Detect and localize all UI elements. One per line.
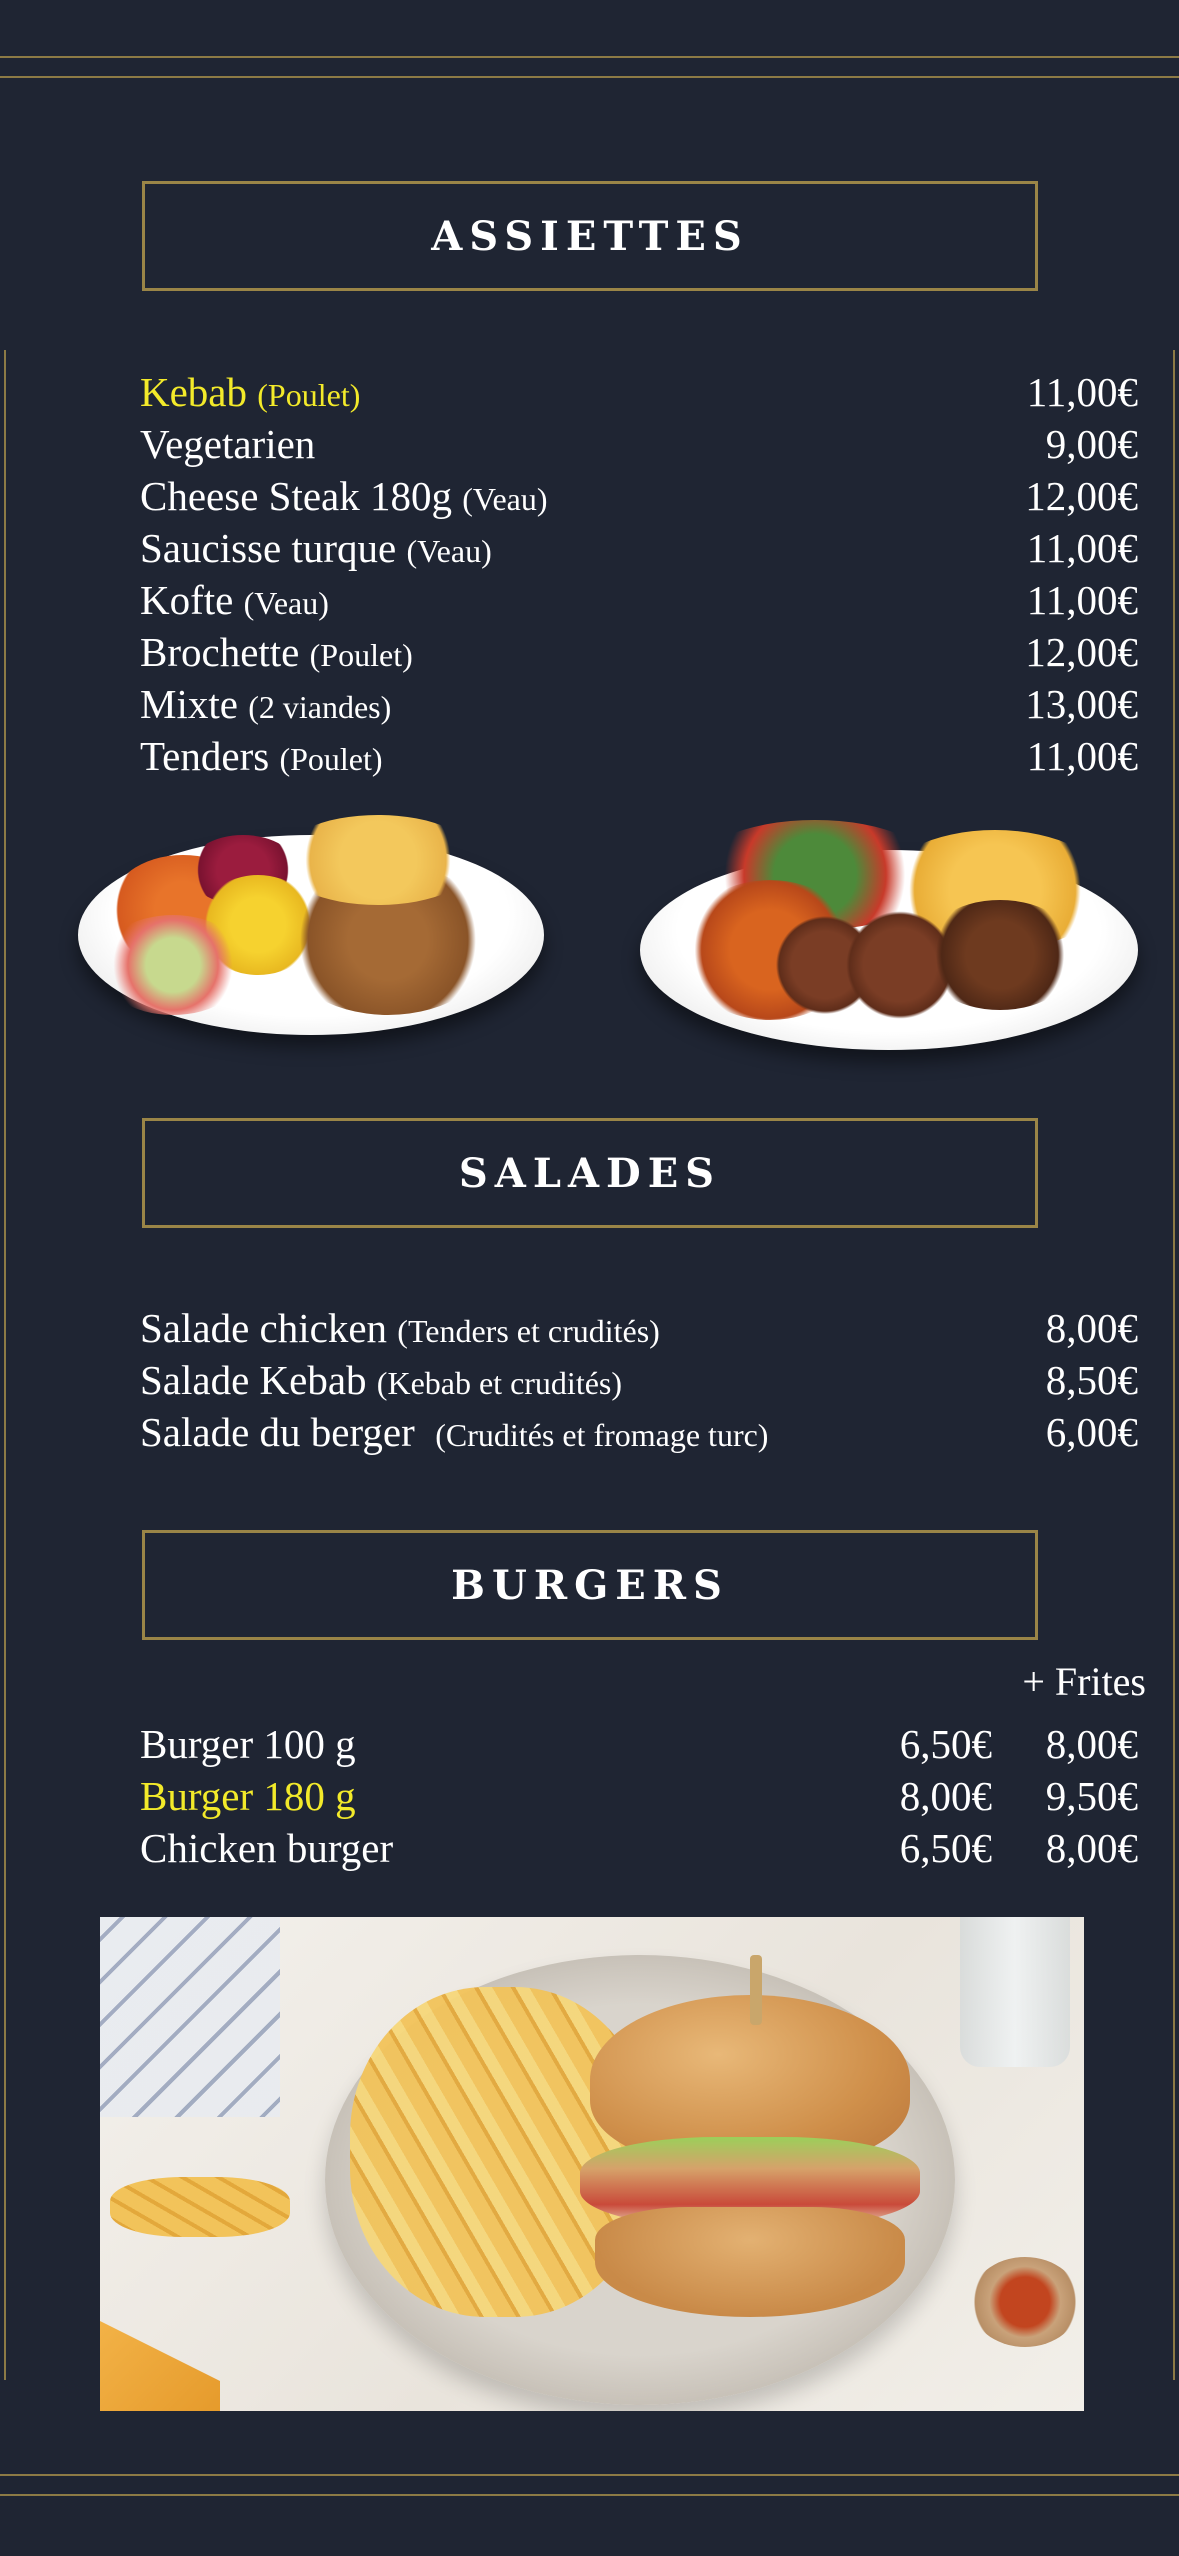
section-header-salades <box>142 1118 1038 1228</box>
menu-item <box>140 732 1138 784</box>
skewer <box>750 1955 762 2025</box>
menu-item <box>140 1824 1138 1876</box>
spice-spoon <box>970 2257 1080 2347</box>
top-divider-1 <box>0 56 1179 58</box>
top-divider-2 <box>0 76 1179 78</box>
item-name-wrap <box>140 576 329 624</box>
burger-photo <box>100 1917 1084 2411</box>
item-name: Salade chicken <box>140 1305 388 1351</box>
item-price: 11,00€ <box>1026 577 1138 623</box>
right-border <box>1173 350 1175 2380</box>
left-border <box>4 350 6 2380</box>
item-name: Chicken burger <box>140 1825 394 1871</box>
item-name-wrap <box>140 680 391 728</box>
item-price: 8,00€ <box>1045 1305 1138 1351</box>
menu-item <box>140 1304 1138 1356</box>
item-price: 9,00€ <box>1045 421 1138 467</box>
item-name: Salade Kebab <box>140 1357 367 1403</box>
item-name-wrap <box>140 472 548 520</box>
item-name: Kebab <box>140 369 248 415</box>
item-price-frites: 9,50€ <box>1045 1773 1138 1819</box>
lettuce <box>98 915 248 1015</box>
item-price: 6,50€ <box>899 1721 992 1767</box>
item-price: 6,50€ <box>899 1825 992 1871</box>
menu-item <box>140 524 1138 576</box>
bottom-divider-2 <box>0 2494 1179 2496</box>
menu-item <box>140 368 1138 420</box>
item-price: 11,00€ <box>1026 733 1138 779</box>
menu-item <box>140 472 1138 524</box>
item-price-frites: 8,00€ <box>1045 1721 1138 1767</box>
item-price: 13,00€ <box>1025 681 1138 727</box>
menu-item <box>140 680 1138 732</box>
item-price: 12,00€ <box>1025 629 1138 675</box>
menu-item <box>140 628 1138 680</box>
item-price: 12,00€ <box>1025 473 1138 519</box>
item-price: 8,50€ <box>1045 1357 1138 1403</box>
item-name: Brochette <box>140 629 300 675</box>
napkin <box>100 1917 280 2117</box>
glass <box>960 1917 1070 2067</box>
item-name-wrap <box>140 732 383 780</box>
item-price: 11,00€ <box>1026 525 1138 571</box>
item-note: (Veau) <box>462 481 548 517</box>
item-name-wrap <box>140 1408 768 1456</box>
item-name-wrap <box>140 524 492 572</box>
item-name: Vegetarien <box>140 421 316 467</box>
item-name-wrap <box>140 1356 622 1404</box>
section-header-burgers <box>142 1530 1038 1640</box>
mixed-grill-plate-image <box>640 820 1138 1050</box>
item-name: Burger 100 g <box>140 1721 356 1767</box>
cheese-wedge <box>100 2297 220 2411</box>
loose-fries <box>110 2177 290 2237</box>
menu-item <box>140 576 1138 628</box>
item-name: Mixte <box>140 681 238 727</box>
section-header-assiettes <box>142 181 1038 291</box>
item-note: (Poulet) <box>309 637 413 673</box>
item-price: 11,00€ <box>1026 369 1138 415</box>
item-name: Kofte <box>140 577 234 623</box>
beef-cubes <box>920 900 1080 1010</box>
item-note: (Crudités et fromage turc) <box>435 1417 769 1453</box>
item-note: (Tenders et crudités) <box>397 1313 660 1349</box>
kebab-plate-image <box>78 815 544 1040</box>
section-title: BURGERS <box>451 1561 729 1609</box>
item-name-wrap <box>140 628 413 676</box>
item-note: (2 viandes) <box>248 689 392 725</box>
item-note: (Poulet) <box>279 741 383 777</box>
menu-item <box>140 1720 1138 1772</box>
item-price: 8,00€ <box>899 1773 992 1819</box>
burger-bun-bottom <box>595 2207 905 2317</box>
item-name: Tenders <box>140 733 270 779</box>
item-price-frites: 8,00€ <box>1045 1825 1138 1871</box>
menu-item <box>140 420 1138 472</box>
item-name: Saucisse turque <box>140 525 397 571</box>
item-note: (Poulet) <box>257 377 361 413</box>
item-price: 6,00€ <box>1045 1409 1138 1455</box>
item-note: (Kebab et crudités) <box>376 1365 623 1401</box>
item-name: Burger 180 g <box>140 1773 356 1819</box>
item-name-wrap <box>140 368 360 416</box>
item-note: (Veau) <box>406 533 492 569</box>
item-name-wrap <box>140 1304 660 1352</box>
item-name-wrap <box>140 420 315 468</box>
item-name: Cheese Steak 180g <box>140 473 452 519</box>
item-note: (Veau) <box>243 585 329 621</box>
frites-column-header: + Frites <box>1022 1659 1146 1704</box>
menu-item <box>140 1408 1138 1460</box>
item-name: Salade du berger <box>140 1409 415 1455</box>
menu-item <box>140 1772 1138 1824</box>
section-title: ASSIETTES <box>431 212 749 260</box>
bottom-divider-1 <box>0 2474 1179 2476</box>
fries <box>278 815 478 905</box>
menu-item <box>140 1356 1138 1408</box>
section-title: SALADES <box>458 1149 722 1197</box>
